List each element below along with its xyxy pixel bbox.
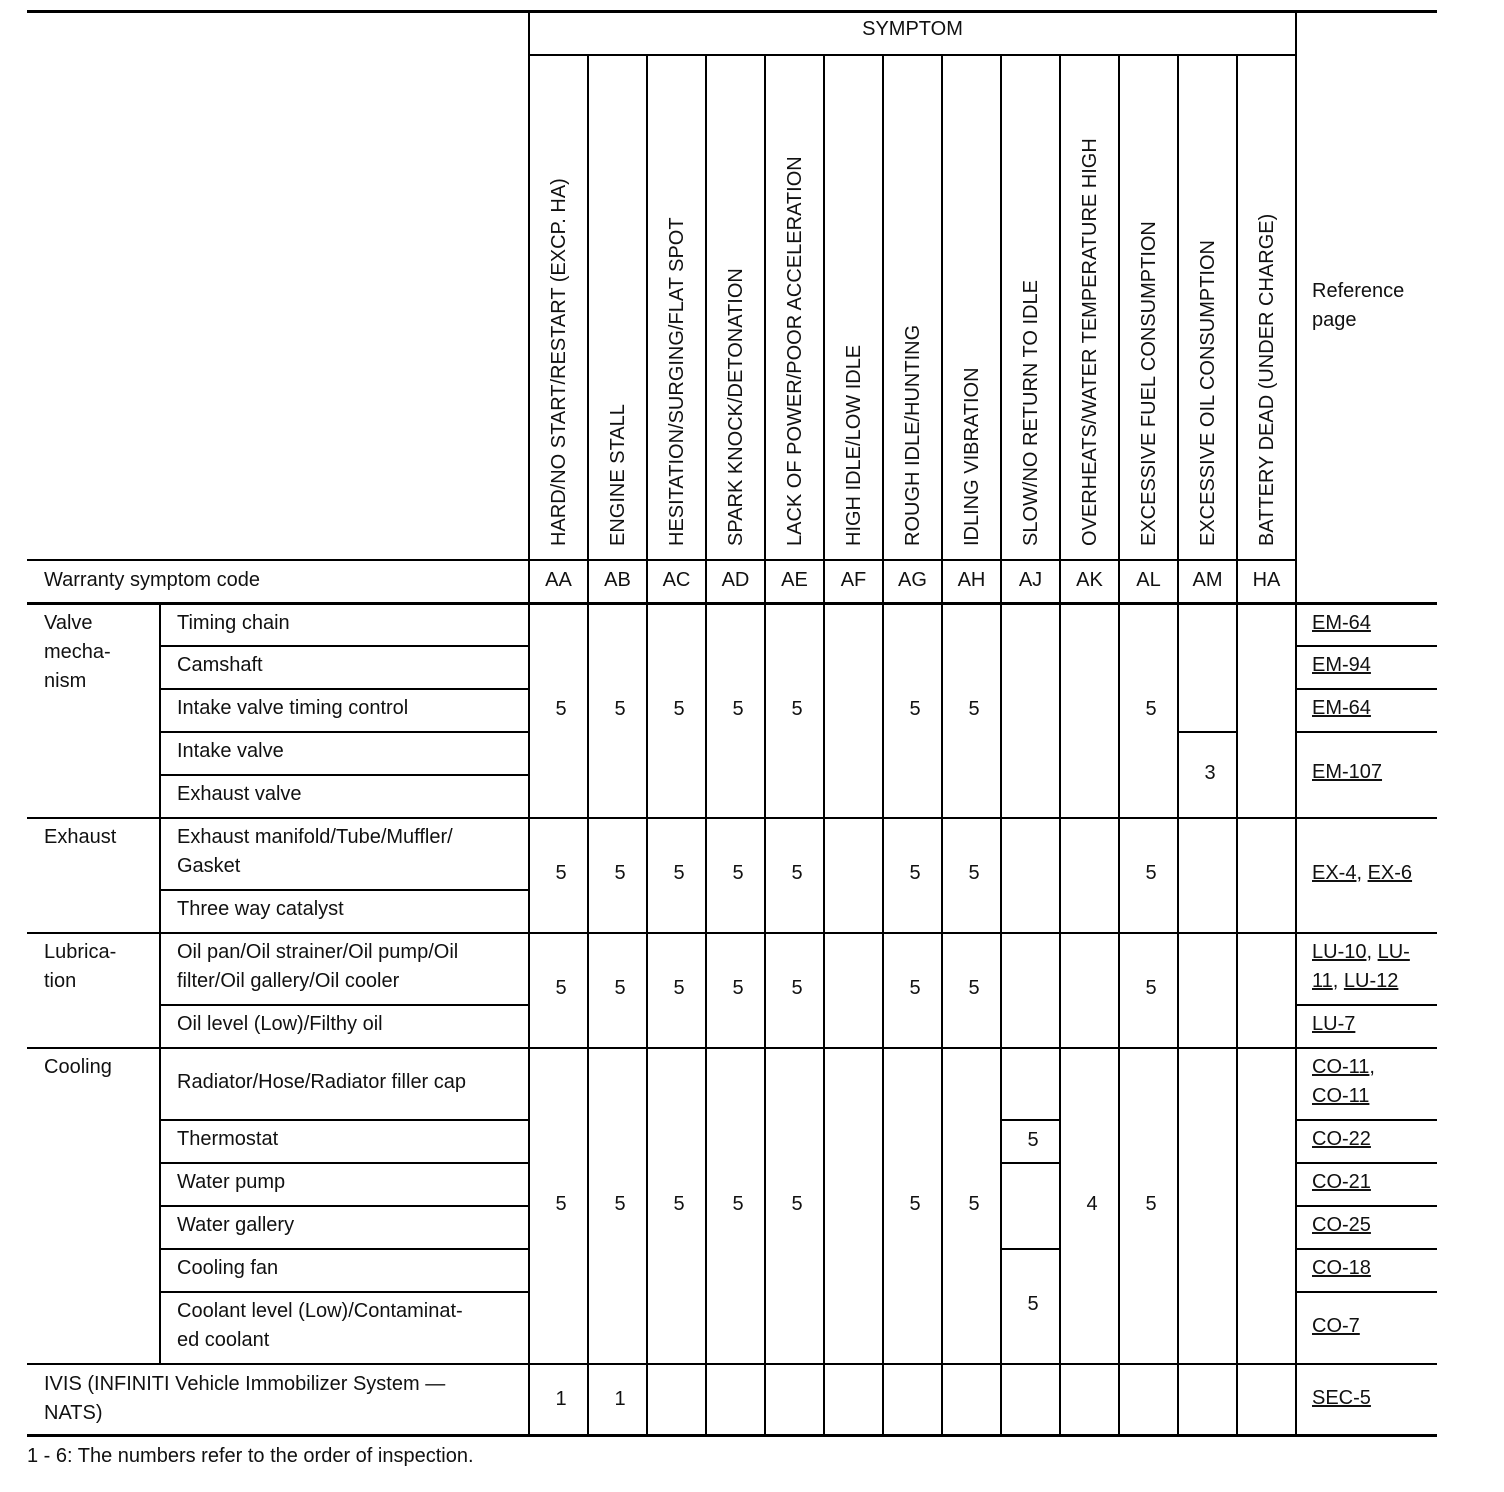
- column-code: AG: [898, 569, 927, 591]
- rule-group: [27, 1047, 1437, 1049]
- item-three-way-catalyst: Three way catalyst: [177, 898, 344, 920]
- rule-column: [1118, 55, 1120, 1435]
- column-label: SPARK KNOCK/DETONATION: [724, 268, 747, 546]
- column-label: HESITATION/SURGING/FLAT SPOT: [665, 217, 688, 546]
- value-cell: 5: [968, 1193, 980, 1215]
- column-label: HARD/NO START/RESTART (EXCP. HA): [547, 178, 570, 546]
- rule: [1297, 731, 1437, 733]
- item-oil-level: Oil level (Low)/Filthy oil: [177, 1013, 383, 1035]
- warranty-label: Warranty symptom code: [44, 569, 260, 591]
- rule: [160, 688, 529, 690]
- ref-link[interactable]: EX-4: [1312, 862, 1357, 884]
- value-cell: 5: [1027, 1293, 1039, 1315]
- rule-group: [27, 1363, 1437, 1365]
- rule-column: [1177, 55, 1179, 1435]
- ref-sep: ,: [1366, 941, 1378, 963]
- rule-group: [27, 817, 1437, 819]
- value-cell: 5: [909, 977, 921, 999]
- value-cell: 5: [791, 862, 803, 884]
- value-cell: 5: [673, 862, 685, 884]
- ref-link[interactable]: CO-7: [1312, 1315, 1360, 1337]
- column-code: AL: [1136, 569, 1161, 591]
- value-cell: 5: [555, 977, 567, 999]
- rule: [1297, 1248, 1437, 1250]
- column-code: HA: [1252, 569, 1281, 591]
- value-cell: 5: [732, 977, 744, 999]
- value-cell: 5: [1145, 1193, 1157, 1215]
- footnote: 1 - 6: The numbers refer to the order of inspection.: [27, 1445, 474, 1467]
- value-cell: 5: [1145, 977, 1157, 999]
- column-label: IDLING VIBRATION: [960, 367, 983, 546]
- column-label: HIGH IDLE/LOW IDLE: [842, 344, 865, 546]
- rule-column: [705, 55, 707, 1435]
- item-oil-pan: Oil pan/Oil strainer/Oil pump/Oil filter/Oil gallery/Oil cooler: [177, 941, 459, 992]
- ref-link[interactable]: EX-6: [1367, 862, 1413, 884]
- rule-header-bottom: [27, 559, 1297, 561]
- rule-v: [1295, 11, 1297, 1436]
- column-code: AF: [840, 569, 867, 591]
- ref-line: [1312, 859, 1412, 888]
- value-cell: 5: [732, 862, 744, 884]
- rule: [1297, 688, 1437, 690]
- rule-column: [764, 55, 766, 1435]
- ref-link[interactable]: CO-22: [1312, 1128, 1371, 1150]
- value-cell: 5: [968, 862, 980, 884]
- rule: [160, 1291, 529, 1293]
- item-intake-valve-timing: Intake valve timing control: [177, 697, 409, 719]
- value-cell: 5: [791, 698, 803, 720]
- value-cell: 5: [555, 862, 567, 884]
- value-cell: 5: [555, 1193, 567, 1215]
- ref-link[interactable]: SEC-5: [1312, 1387, 1371, 1409]
- value-cell: 5: [968, 698, 980, 720]
- value-cell: 1: [555, 1388, 567, 1410]
- item-intake-valve: Intake valve: [177, 740, 284, 762]
- value-cell: 5: [555, 698, 567, 720]
- column-label: EXCESSIVE OIL CONSUMPTION: [1196, 240, 1219, 546]
- column-label: EXCESSIVE FUEL CONSUMPTION: [1137, 221, 1160, 546]
- ref-sep: ,: [1356, 862, 1368, 884]
- ref-link[interactable]: CO-11: [1312, 1085, 1370, 1107]
- rule-top: [27, 10, 1437, 13]
- rule-v: [528, 11, 530, 1436]
- ref-link[interactable]: CO-11: [1312, 1056, 1370, 1078]
- item-water-gallery: Water gallery: [177, 1214, 295, 1236]
- rule: [1297, 645, 1437, 647]
- value-cell: 5: [614, 1193, 626, 1215]
- rule-column: [1236, 55, 1238, 1435]
- ref-line: [1312, 1082, 1369, 1111]
- rule-column: [1059, 55, 1061, 1435]
- rule: [160, 889, 529, 891]
- item-exhaust-valve: Exhaust valve: [177, 783, 302, 805]
- value-cell: 5: [909, 1193, 921, 1215]
- ref-line: [1312, 1053, 1375, 1082]
- column-code: AD: [721, 569, 750, 591]
- item-cooling-fan: Cooling fan: [177, 1257, 279, 1279]
- ref-line: [1312, 938, 1410, 967]
- rule: [1297, 1162, 1437, 1164]
- value-cell: 3: [1204, 762, 1216, 784]
- ref-link[interactable]: EM-64: [1312, 697, 1371, 719]
- rule: [1179, 731, 1237, 733]
- column-code: AH: [957, 569, 986, 591]
- item-radiator: Radiator/Hose/Radiator filler cap: [177, 1071, 467, 1093]
- rule: [160, 1248, 529, 1250]
- value-cell: 5: [673, 977, 685, 999]
- ref-link[interactable]: CO-25: [1312, 1214, 1371, 1236]
- value-cell: 5: [614, 698, 626, 720]
- ref-line: [1312, 1312, 1360, 1341]
- column-code: AM: [1192, 569, 1223, 591]
- ref-link[interactable]: LU-: [1377, 941, 1410, 963]
- value-cell: 5: [673, 1193, 685, 1215]
- rule: [1297, 1291, 1437, 1293]
- item-water-pump: Water pump: [177, 1171, 286, 1193]
- rule: [160, 1004, 529, 1006]
- rule: [160, 1162, 529, 1164]
- column-code: AB: [604, 569, 631, 591]
- ref-link[interactable]: CO-21: [1312, 1171, 1371, 1193]
- ref-link[interactable]: EM-94: [1312, 654, 1371, 676]
- rule-symptom: [529, 54, 1296, 56]
- value-cell: 5: [673, 698, 685, 720]
- value-cell: 5: [968, 977, 980, 999]
- ref-line: [1312, 651, 1371, 680]
- value-cell: 5: [1145, 862, 1157, 884]
- item-coolant-level: Coolant level (Low)/Contaminat- ed coolant: [177, 1300, 463, 1351]
- value-cell: 5: [1027, 1129, 1039, 1151]
- group-cooling: Cooling: [44, 1056, 112, 1078]
- value-cell: 1: [614, 1388, 626, 1410]
- ref-line: [1312, 1254, 1371, 1283]
- column-code: AC: [662, 569, 691, 591]
- ref-line: [1312, 1010, 1355, 1039]
- item-camshaft: Camshaft: [177, 654, 263, 676]
- value-cell: 4: [1086, 1193, 1098, 1215]
- ref-line: [1312, 1125, 1371, 1154]
- rule-v: [159, 603, 161, 1364]
- ref-link[interactable]: EM-107: [1312, 761, 1383, 783]
- value-cell: 5: [909, 698, 921, 720]
- ref-line: [1312, 758, 1382, 787]
- rule-warranty-bottom: [27, 602, 1437, 605]
- rule: [1297, 1119, 1437, 1121]
- ref-link[interactable]: LU-7: [1312, 1013, 1356, 1035]
- rule-bottom: [27, 1434, 1437, 1437]
- value-cell: 5: [791, 1193, 803, 1215]
- group-exhaust: Exhaust: [44, 826, 117, 848]
- ref-line: [1312, 1211, 1371, 1240]
- rule-column: [941, 55, 943, 1435]
- rule-column: [646, 55, 648, 1435]
- rule: [1297, 1205, 1437, 1207]
- value-cell: 5: [614, 862, 626, 884]
- rule: [1001, 1162, 1059, 1164]
- item-thermostat: Thermostat: [177, 1128, 279, 1150]
- column-code: AK: [1076, 569, 1103, 591]
- rule: [160, 774, 529, 776]
- column-code: AJ: [1018, 569, 1043, 591]
- rule: [160, 1205, 529, 1207]
- ref-line: [1312, 694, 1371, 723]
- rule: [160, 731, 529, 733]
- item-timing-chain: Timing chain: [177, 612, 290, 634]
- ref-link[interactable]: EM-64: [1312, 612, 1371, 634]
- rule: [1001, 1248, 1059, 1250]
- item-exhaust-manifold: Exhaust manifold/Tube/Muffler/ Gasket: [177, 826, 453, 877]
- ref-line: [1312, 609, 1371, 638]
- value-cell: 5: [732, 698, 744, 720]
- value-cell: 5: [791, 977, 803, 999]
- rule-group: [27, 932, 1437, 934]
- ref-link[interactable]: CO-18: [1312, 1257, 1371, 1279]
- rule: [1297, 1004, 1437, 1006]
- ref-line: [1312, 1384, 1371, 1413]
- symptom-title: SYMPTOM: [862, 18, 963, 40]
- ref-line: [1312, 967, 1398, 996]
- reference-title: Reference page: [1312, 280, 1405, 331]
- column-code: AE: [781, 569, 808, 591]
- rule-column: [1000, 55, 1002, 1435]
- rule: [160, 1119, 529, 1121]
- column-code: AA: [545, 569, 572, 591]
- ref-line: [1312, 1168, 1371, 1197]
- rule-column: [823, 55, 825, 1435]
- column-label: OVERHEATS/WATER TEMPERATURE HIGH: [1078, 138, 1101, 546]
- rule-column: [587, 55, 589, 1435]
- value-cell: 5: [614, 977, 626, 999]
- ref-link[interactable]: LU-12: [1343, 970, 1399, 992]
- column-label: SLOW/NO RETURN TO IDLE: [1019, 280, 1042, 546]
- value-cell: 5: [1145, 698, 1157, 720]
- group-lubrication: Lubrica- tion: [44, 941, 117, 992]
- column-label: ROUGH IDLE/HUNTING: [901, 324, 924, 546]
- ref-sep: ,: [1369, 1056, 1375, 1078]
- value-cell: 5: [732, 1193, 744, 1215]
- rule-column: [882, 55, 884, 1435]
- rule: [160, 645, 529, 647]
- column-label: LACK OF POWER/POOR ACCELERATION: [783, 156, 806, 546]
- ref-link[interactable]: 11: [1312, 970, 1333, 992]
- ref-link[interactable]: LU-10: [1312, 941, 1367, 963]
- group-valve: Valve mecha- nism: [44, 612, 111, 692]
- column-label: ENGINE STALL: [606, 404, 629, 546]
- group-ivis: IVIS (INFINITI Vehicle Immobilizer System — NATS): [44, 1373, 446, 1424]
- column-label: BATTERY DEAD (UNDER CHARGE): [1255, 213, 1278, 546]
- value-cell: 5: [909, 862, 921, 884]
- ref-sep: ,: [1332, 970, 1344, 992]
- rule: [1001, 1119, 1059, 1121]
